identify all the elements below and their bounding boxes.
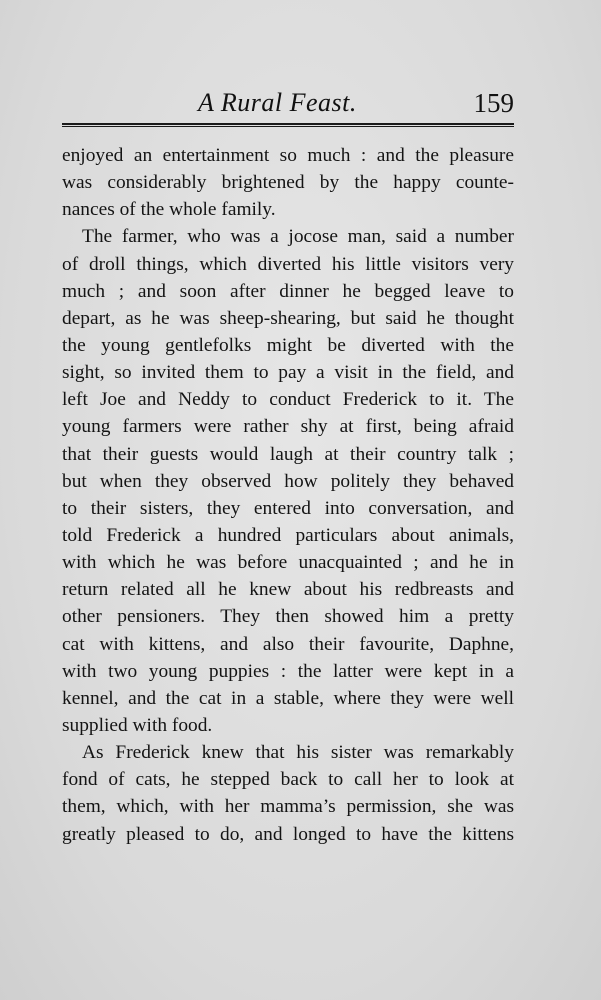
text-line: kennel, and the cat in a stable, where they were well bbox=[62, 687, 514, 709]
text-line: them, which, with her mamma’s permission, she was bbox=[62, 796, 514, 818]
running-title: A Rural Feast. bbox=[198, 88, 357, 117]
text-line: supplied with food. bbox=[62, 714, 213, 736]
text-line: The farmer, who was a jocose man, said a number bbox=[82, 226, 514, 248]
body-text bbox=[62, 142, 514, 848]
text-line: return related all he knew about his redbreasts and bbox=[62, 579, 514, 601]
text-line: with which he was before unacquainted ; and he in bbox=[62, 552, 514, 574]
text-line: left Joe and Neddy to conduct Frederick to it. The bbox=[62, 389, 514, 411]
text-line: fond of cats, he stepped back to call her to look at bbox=[62, 769, 514, 791]
text-line: told Frederick a hundred particulars about animals, bbox=[62, 524, 514, 546]
text-line: much ; and soon after dinner he begged leave to bbox=[62, 280, 514, 302]
text-line: was considerably brightened by the happy counte- bbox=[62, 172, 514, 194]
text-line: but when they observed how politely they behaved bbox=[62, 470, 514, 492]
text-line: young farmers were rather shy at first, being afraid bbox=[62, 416, 514, 438]
text-line: cat with kittens, and also their favourite, Daphne, bbox=[62, 633, 514, 655]
text-line: sight, so invited them to pay a visit in the field, and bbox=[62, 362, 514, 384]
text-line: As Frederick knew that his sister was remarkably bbox=[82, 742, 514, 764]
text-line: other pensioners. They then showed him a pretty bbox=[62, 606, 514, 628]
page-number: 159 bbox=[473, 88, 514, 118]
text-line: with two young puppies : the latter were kept in a bbox=[62, 660, 514, 682]
text-line: the young gentlefolks might be diverted with the bbox=[62, 334, 514, 356]
header-rule bbox=[62, 123, 514, 127]
text-line: greatly pleased to do, and longed to have the kittens bbox=[62, 823, 514, 845]
running-head bbox=[62, 88, 514, 124]
text-line: to their sisters, they entered into conversation, and bbox=[62, 497, 514, 519]
text-line: enjoyed an entertainment so much : and the pleasure bbox=[62, 145, 514, 166]
text-line: of droll things, which diverted his little visitors very bbox=[62, 253, 514, 275]
text-line: nances of the whole family. bbox=[62, 199, 276, 221]
text-line: that their guests would laugh at their country talk ; bbox=[62, 443, 514, 465]
text-line: depart, as he was sheep-shearing, but said he thought bbox=[62, 307, 514, 329]
